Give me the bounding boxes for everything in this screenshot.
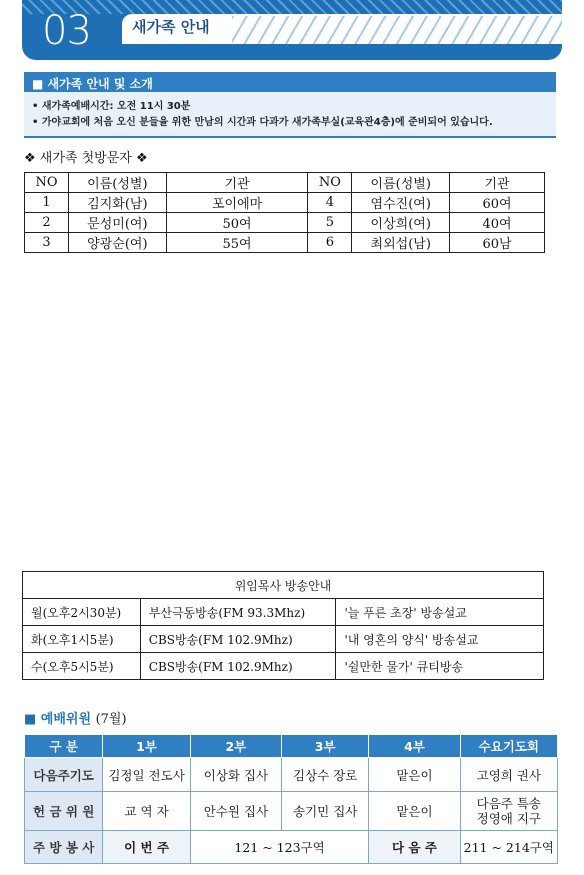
cell: 2부 bbox=[190, 735, 281, 758]
cell: 이상희(여) bbox=[352, 213, 450, 233]
table-row bbox=[23, 653, 544, 680]
cell: 화(오후1시5분) bbox=[23, 626, 141, 653]
visitors-table bbox=[24, 172, 545, 253]
cell: 문성미(여) bbox=[68, 213, 166, 233]
cell: 최외섭(남) bbox=[352, 233, 450, 253]
table-row bbox=[25, 792, 558, 831]
cell: 김상수 장로 bbox=[282, 758, 369, 792]
worship-table bbox=[24, 734, 558, 864]
header-decoration bbox=[232, 16, 562, 44]
cell: '늘 푸른 초장' 방송설교 bbox=[336, 599, 544, 626]
cell: 다 음 주 bbox=[369, 831, 460, 864]
cell: 수요기도회 bbox=[460, 735, 557, 758]
cell: 송기민 집사 bbox=[282, 792, 369, 831]
cell: 4 bbox=[308, 193, 352, 213]
table-row bbox=[23, 599, 544, 626]
worship-title-text: ■ 예배위원 bbox=[24, 712, 92, 727]
cell: 40여 bbox=[450, 213, 545, 233]
table-row bbox=[25, 233, 545, 253]
cell: 교 역 자 bbox=[103, 792, 190, 831]
cell: 3 bbox=[25, 233, 69, 253]
cell: 211 ~ 214구역 bbox=[460, 831, 557, 864]
cell: 안수원 집사 bbox=[190, 792, 281, 831]
cell: 고영희 권사 bbox=[460, 758, 557, 792]
cell: 6 bbox=[308, 233, 352, 253]
cell: 5 bbox=[308, 213, 352, 233]
cell: 60남 bbox=[450, 233, 545, 253]
header-stripes bbox=[22, 0, 562, 14]
table-row bbox=[25, 213, 545, 233]
cell-line: 정영애 지구 bbox=[476, 811, 541, 826]
cell: 맡은이 bbox=[369, 758, 460, 792]
cell: 염수진(여) bbox=[352, 193, 450, 213]
cell: 60여 bbox=[450, 193, 545, 213]
table-header-row bbox=[25, 735, 558, 758]
cell: 이상화 집사 bbox=[190, 758, 281, 792]
cell: 양광순(여) bbox=[68, 233, 166, 253]
section-title: 새가족 안내 bbox=[132, 18, 210, 36]
cell: 부산극동방송(FM 93.3Mhz) bbox=[140, 599, 336, 626]
table-row bbox=[25, 758, 558, 792]
cell: 이 번 주 bbox=[103, 831, 190, 864]
intro-box bbox=[24, 92, 556, 138]
worship-title bbox=[24, 708, 127, 727]
col-org: 기관 bbox=[166, 173, 308, 193]
row-label: 헌 금 위 원 bbox=[25, 792, 103, 831]
col-name: 이름(성별) bbox=[352, 173, 450, 193]
cell: 맡은이 bbox=[369, 792, 460, 831]
cell: CBS방송(FM 102.9Mhz) bbox=[140, 653, 336, 680]
table-row bbox=[25, 193, 545, 213]
cell: 김지화(남) bbox=[68, 193, 166, 213]
col-no: NO bbox=[308, 173, 352, 193]
cell: 2 bbox=[25, 213, 69, 233]
col-org: 기관 bbox=[450, 173, 545, 193]
cell: 수(오후5시5분) bbox=[23, 653, 141, 680]
row-label: 다음주기도 bbox=[25, 758, 103, 792]
intro-line-welcome: • 가야교회에 처음 오신 분들을 위한 만남의 시간과 다과가 새가족부실(교육관4층)에 준비되어 있습니다. bbox=[32, 117, 493, 128]
cell: '쉴만한 물가' 큐티방송 bbox=[336, 653, 544, 680]
worship-month: (7월) bbox=[95, 712, 127, 727]
table-row bbox=[23, 626, 544, 653]
cell: 포이에마 bbox=[166, 193, 308, 213]
broadcast-title: 위임목사 방송안내 bbox=[23, 572, 544, 599]
cell: 55여 bbox=[166, 233, 308, 253]
cell: '내 영혼의 양식' 방송설교 bbox=[336, 626, 544, 653]
col-no: NO bbox=[25, 173, 69, 193]
cell: 3부 bbox=[282, 735, 369, 758]
cell: 121 ~ 123구역 bbox=[190, 831, 369, 864]
cell: 50여 bbox=[166, 213, 308, 233]
table-header-row bbox=[23, 572, 544, 599]
row-label: 주 방 봉 사 bbox=[25, 831, 103, 864]
section-number: 03 bbox=[42, 8, 91, 54]
cell: 구 분 bbox=[25, 735, 103, 758]
col-name: 이름(성별) bbox=[68, 173, 166, 193]
visitors-title: ❖ 새가족 첫방문자 ❖ bbox=[24, 151, 148, 166]
cell: CBS방송(FM 102.9Mhz) bbox=[140, 626, 336, 653]
cell: 1 bbox=[25, 193, 69, 213]
broadcast-table bbox=[22, 571, 544, 680]
table-row bbox=[25, 831, 558, 864]
section-header bbox=[22, 0, 562, 60]
cell: 김정일 전도사 bbox=[103, 758, 190, 792]
cell: 월(오후2시30분) bbox=[23, 599, 141, 626]
intro-title: ■ 새가족 안내 및 소개 bbox=[24, 72, 556, 92]
intro-line-time: • 새가족예배시간: 오전 11시 30분 bbox=[32, 101, 191, 112]
cell: 4부 bbox=[369, 735, 460, 758]
cell bbox=[460, 792, 557, 831]
table-header-row bbox=[25, 173, 545, 193]
cell-line: 다음주 특송 bbox=[476, 796, 541, 811]
cell: 1부 bbox=[103, 735, 190, 758]
